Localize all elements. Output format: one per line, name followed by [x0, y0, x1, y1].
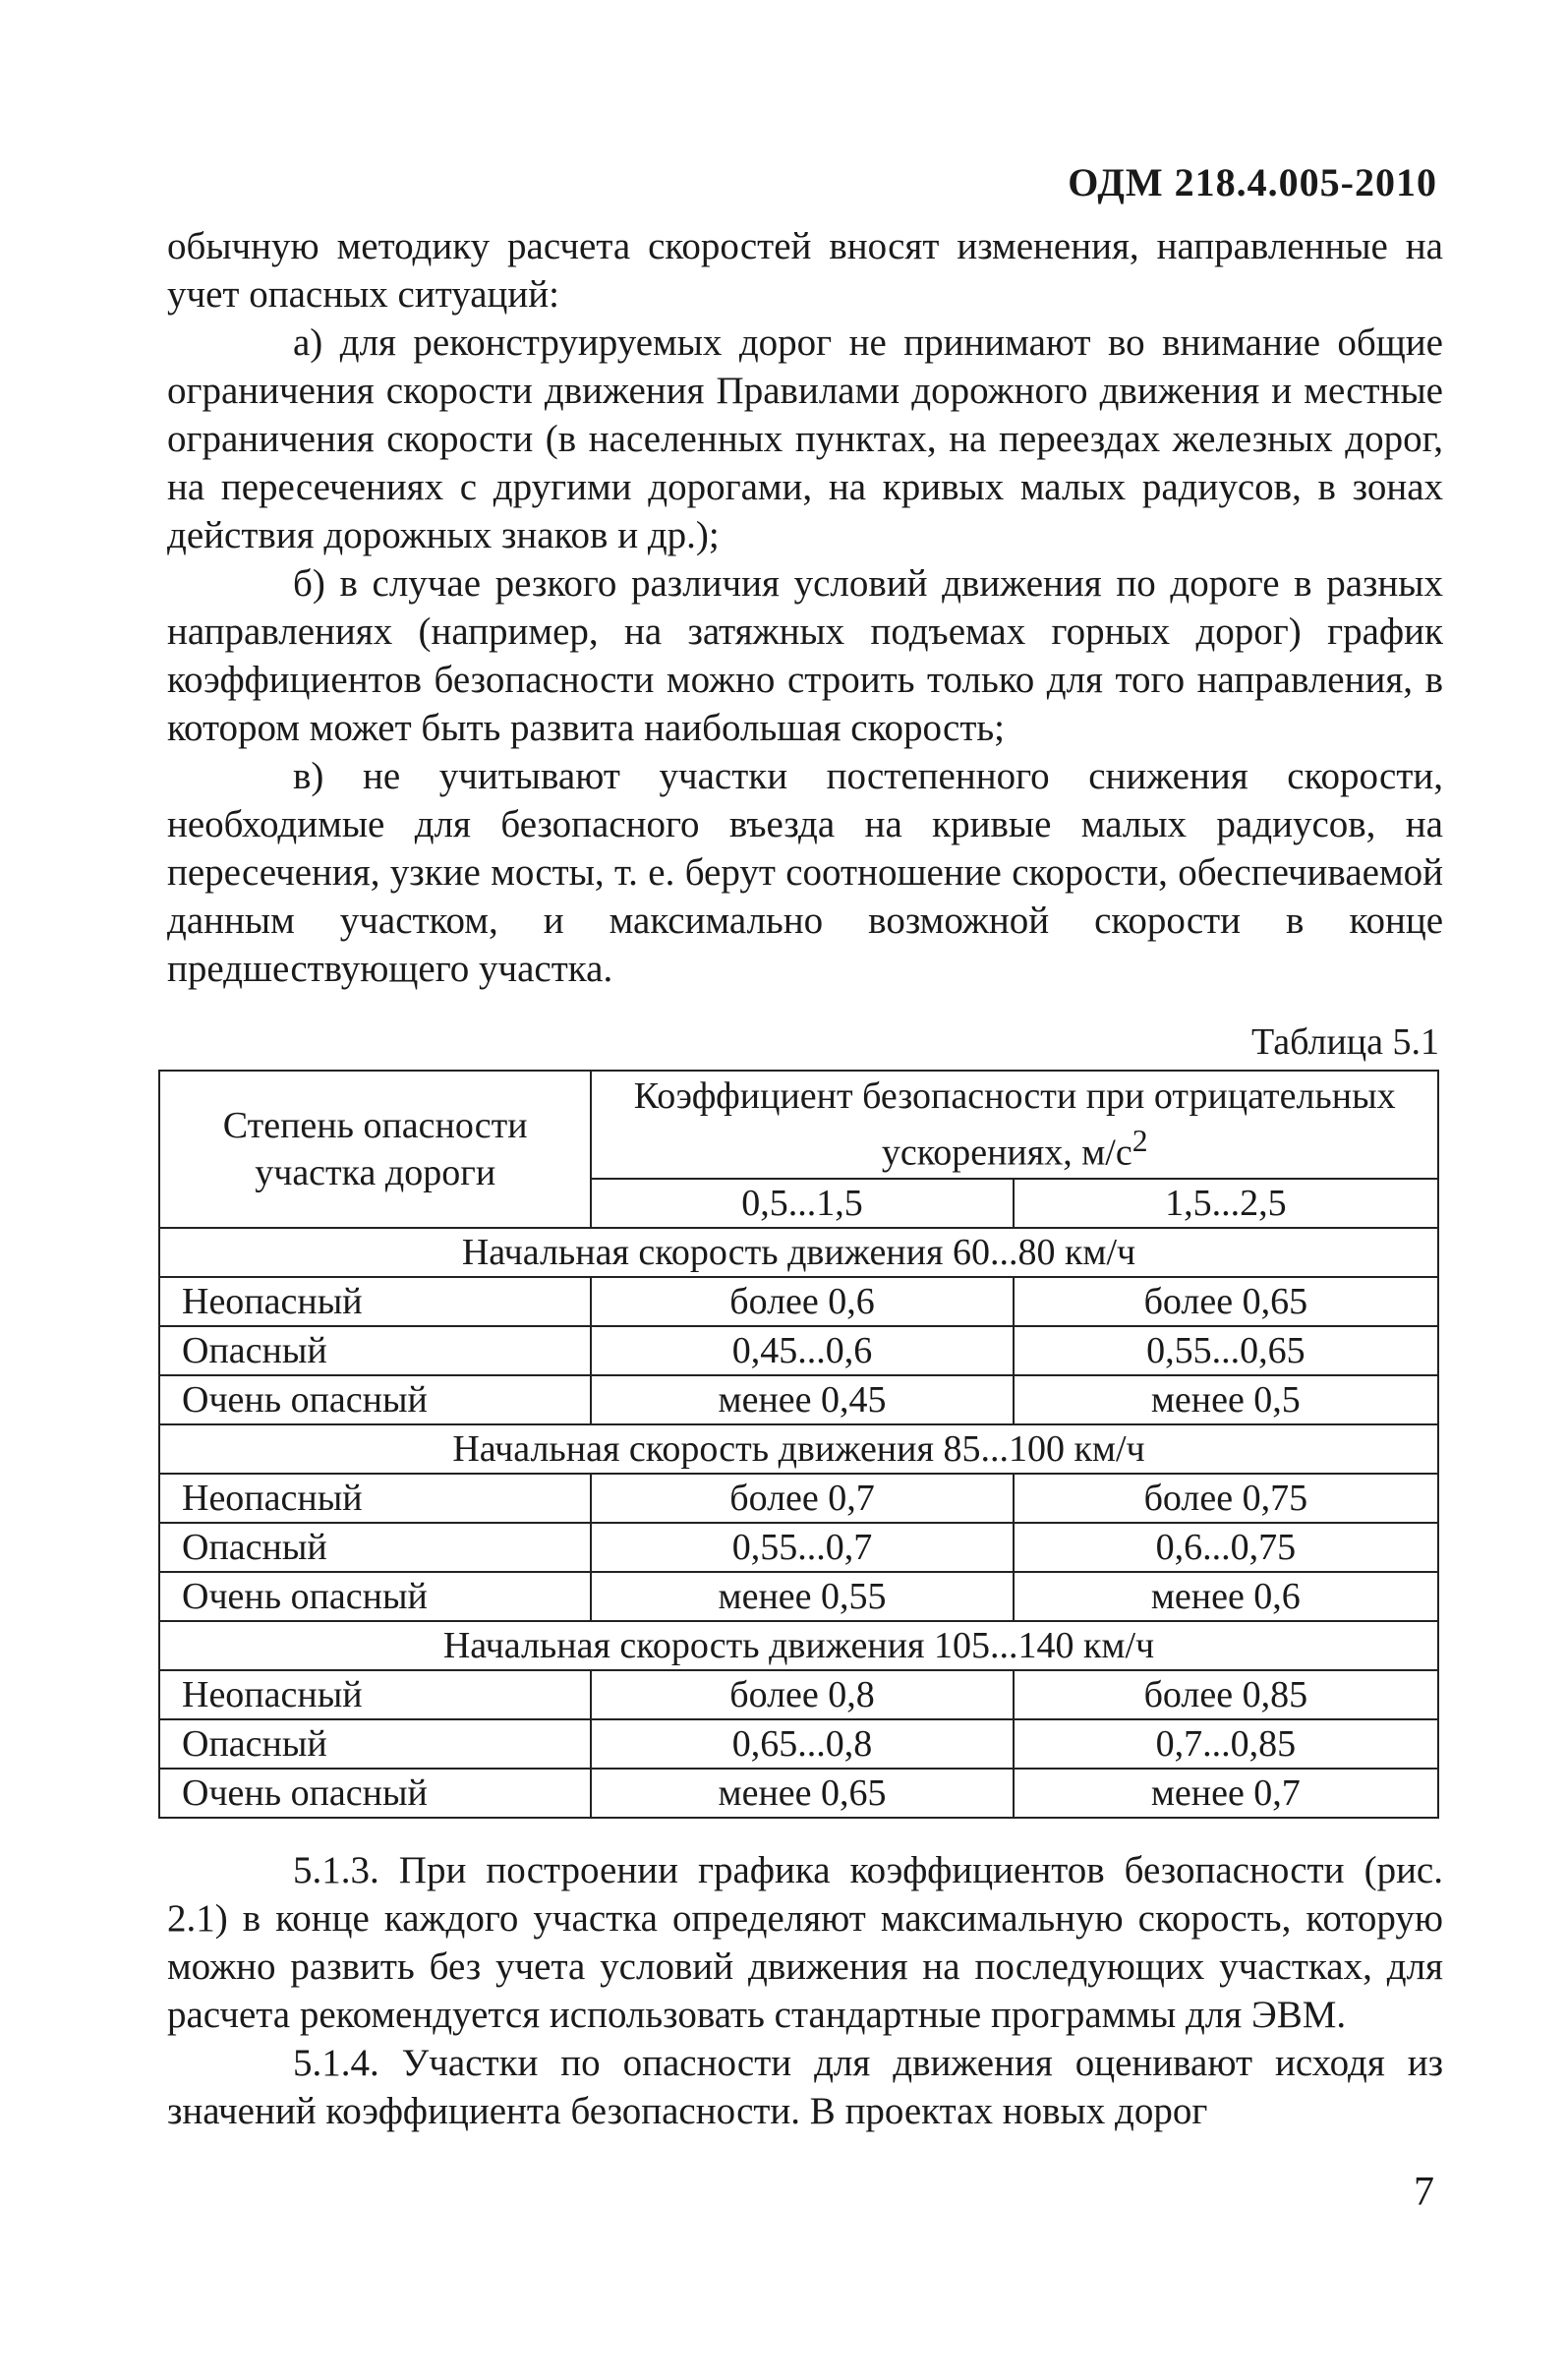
cell-value-2: менее 0,5 [1014, 1375, 1438, 1424]
col-header-coefficient [591, 1071, 1438, 1179]
cell-value-1: 0,65...0,8 [591, 1719, 1013, 1769]
document-code: ОДМ 218.4.005-2010 [1068, 160, 1437, 204]
row-label: Очень опасный [159, 1769, 591, 1818]
table-row [159, 1769, 1438, 1818]
cell-value-2: более 0,75 [1014, 1474, 1438, 1523]
section-row [159, 1424, 1438, 1474]
row-label: Очень опасный [159, 1572, 591, 1621]
cell-value-1: 0,45...0,6 [591, 1326, 1013, 1375]
cell-value-1: более 0,7 [591, 1474, 1013, 1523]
table-row [159, 1375, 1438, 1424]
safety-coefficient-table [158, 1070, 1439, 1819]
intro-item-a: а) для реконструируемых дорог не принимают во внимание общие ограничения скорости движения Правилами дорожного движения и местные ограничения скорости (в населенных пунктах, на переездах железных дорог, на пересечениях с другими дорогами, на кривых малых радиусов, в зонах действия дорожных знаков и др.); [167, 321, 1443, 556]
table-header-row [159, 1071, 1438, 1179]
cell-value-2: 0,55...0,65 [1014, 1326, 1438, 1375]
cell-value-1: 0,55...0,7 [591, 1523, 1013, 1572]
cell-value-2: более 0,65 [1014, 1277, 1438, 1326]
cell-value-1: менее 0,45 [591, 1375, 1013, 1424]
subheader-range-1: 0,5...1,5 [591, 1179, 1013, 1228]
cell-value-1: менее 0,55 [591, 1572, 1013, 1621]
cell-value-1: более 0,6 [591, 1277, 1013, 1326]
intro-lead-paragraph: обычную методику расчета скоростей вносят изменения, направленные на учет опасных ситуаций: [167, 225, 1443, 316]
table-row [159, 1670, 1438, 1719]
table-caption: Таблица 5.1 [1250, 1021, 1439, 1063]
section-row [159, 1621, 1438, 1670]
col-header-danger-level: Степень опасности участка дороги [159, 1071, 591, 1228]
cell-value-2: менее 0,6 [1014, 1572, 1438, 1621]
cell-value-1: менее 0,65 [591, 1769, 1013, 1818]
table-row [159, 1277, 1438, 1326]
table-row [159, 1326, 1438, 1375]
intro-text-block [167, 222, 1443, 993]
table-row [159, 1719, 1438, 1769]
row-label: Опасный [159, 1523, 591, 1572]
cell-value-2: 0,6...0,75 [1014, 1523, 1438, 1572]
row-label: Неопасный [159, 1277, 591, 1326]
cell-value-1: более 0,8 [591, 1670, 1013, 1719]
row-label: Очень опасный [159, 1375, 591, 1424]
intro-item-c: в) не учитывают участки постепенного снижения скорости, необходимые для безопасного въезда на кривые малых радиусов, на пересечения, узкие мосты, т. е. берут соотношение скорости, обеспечиваемой данным участком, и максимально возможной скорости в конце предшествующего участка. [167, 755, 1443, 990]
bottom-text-block [167, 1846, 1443, 2135]
row-label: Опасный [159, 1326, 591, 1375]
section-title: Начальная скорость движения 60...80 км/ч [159, 1228, 1438, 1277]
table-row [159, 1474, 1438, 1523]
section-row [159, 1228, 1438, 1277]
intro-item-b: б) в случае резкого различия условий движения по дороге в разных направлениях (например, на затяжных подъемах горных дорог) график коэффициентов безопасности можно строить только для того направления, в котором может быть развита наибольшая скорость; [167, 562, 1443, 749]
table-row [159, 1523, 1438, 1572]
row-label: Неопасный [159, 1670, 591, 1719]
cell-value-2: более 0,85 [1014, 1670, 1438, 1719]
col-header-coefficient-text: Коэффициент безопасности при отрицательных ускорениях, м/с [633, 1075, 1396, 1174]
table-row [159, 1572, 1438, 1621]
subheader-range-2: 1,5...2,5 [1014, 1179, 1438, 1228]
paragraph-5-1-3: 5.1.3. При построении графика коэффициентов безопасности (рис. 2.1) в конце каждого участка определяют максимальную скорость, которую можно развить без учета условий движения на последующих участках, для расчета рекомендуется использовать стандартные программы для ЭВМ. [167, 1849, 1443, 2036]
col-header-coefficient-sup: 2 [1132, 1124, 1148, 1158]
section-title: Начальная скорость движения 85...100 км/ч [159, 1424, 1438, 1474]
row-label: Опасный [159, 1719, 591, 1769]
cell-value-2: 0,7...0,85 [1014, 1719, 1438, 1769]
page-number: 7 [1414, 2170, 1434, 2215]
cell-value-2: менее 0,7 [1014, 1769, 1438, 1818]
section-title: Начальная скорость движения 105...140 км/ч [159, 1621, 1438, 1670]
paragraph-5-1-4: 5.1.4. Участки по опасности для движения оценивают исходя из значений коэффициента безопасности. В проектах новых дорог [167, 2042, 1443, 2132]
row-label: Неопасный [159, 1474, 591, 1523]
